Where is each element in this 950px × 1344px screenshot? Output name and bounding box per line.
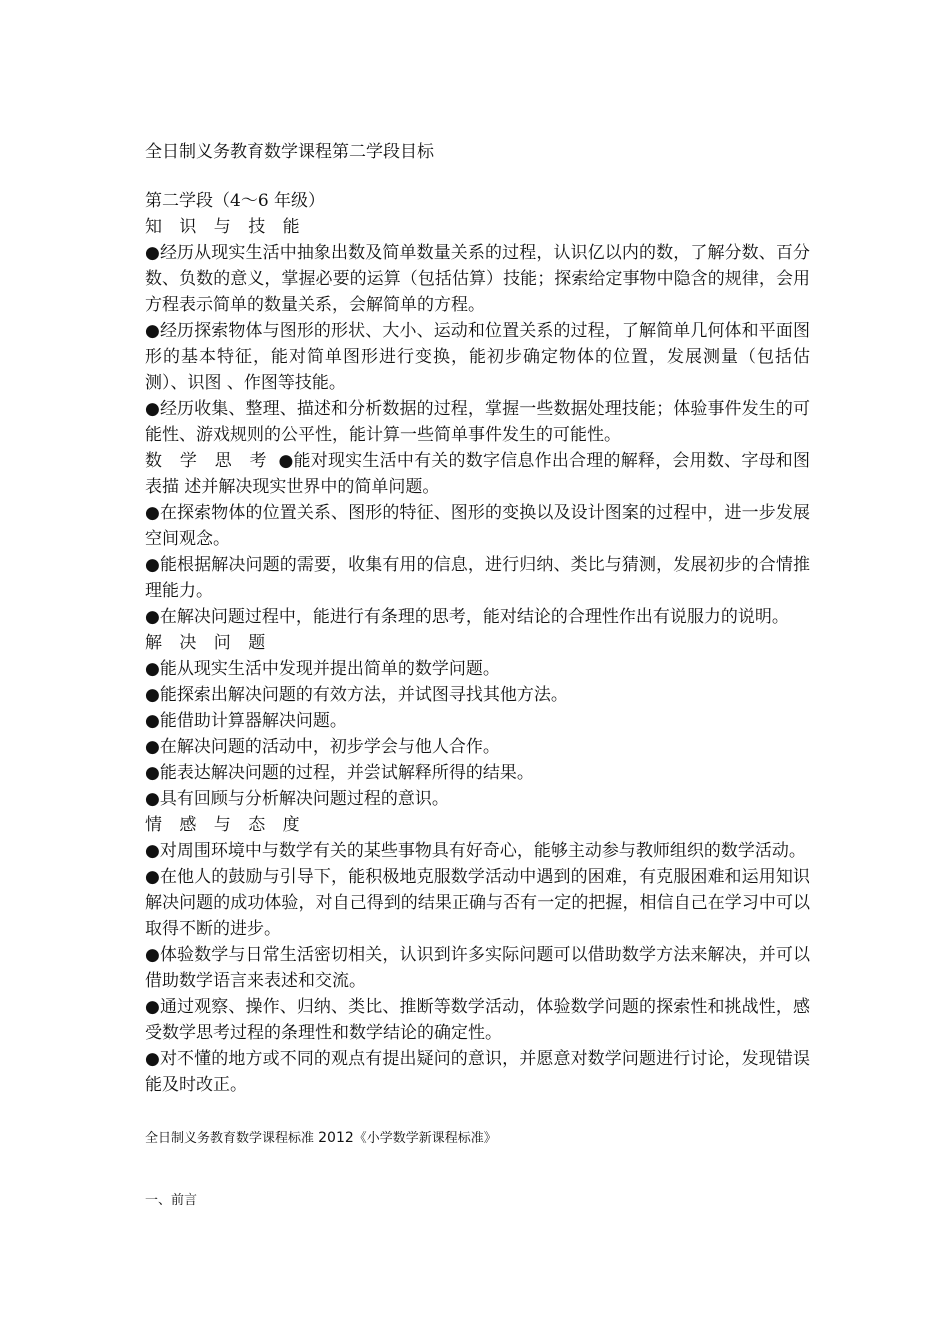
list-item: ●能探索出解决问题的有效方法，并试图寻找其他方法。 (145, 685, 568, 705)
list-item: ●对周围环境中与数学有关的某些事物具有好奇心，能够主动参与教师组织的数学活动。 (145, 841, 806, 861)
section-heading-knowledge: 知 识 与 技 能 (145, 217, 306, 237)
list-item: ●能对现实生活中有关的数字信息作出合理的解释，会用数、字母和图表描 述并解决现实世界中的简单问题。 (145, 451, 811, 497)
list-item: ●在他人的鼓励与引导下，能积极地克服数学活动中遇到的困难，有克服困难和运用知识解决问题的成功体验，对自己得到的结果正确与否有一定的把握，相信自己在学习中可以取得不断的进步。 (145, 867, 810, 939)
list-item: ●能表达解决问题的过程，并尝试解释所得的结果。 (145, 763, 534, 783)
list-item: ●体验数学与日常生活密切相关，认识到许多实际问题可以借助数学方法来解决，并可以借助数学语言来表述和交流。 (145, 945, 810, 991)
standard-title (145, 1128, 810, 1149)
list-item: ●在探索物体的位置关系、图形的特征、图形的变换以及设计图案的过程中，进一步发展空间观念。 (145, 503, 810, 549)
section-heading-preface: 一、前言 (145, 1193, 198, 1208)
section-heading-thinking: 数 学 思 考 (145, 451, 273, 471)
list-item: ●能从现实生活中发现并提出简单的数学问题。 (145, 659, 500, 679)
list-item: ●能根据解决问题的需要，收集有用的信息，进行归纳、类比与猜测，发展初步的合情推理能力。 (145, 555, 810, 601)
list-item: ●在解决问题的活动中，初步学会与他人合作。 (145, 737, 500, 757)
list-item: ●对不懂的地方或不同的观点有提出疑问的意识，并愿意对数学问题进行讨论，发现错误能及时改正。 (145, 1049, 810, 1095)
list-item: ●经历收集、整理、描述和分析数据的过程，掌握一些数据处理技能；体验事件发生的可能性、游戏规则的公平性，能计算一些简单事件发生的可能性。 (145, 399, 810, 445)
list-item: ●能借助计算器解决问题。 (145, 711, 347, 731)
document-title: 全日制义务教育数学课程第二学段目标 (145, 142, 434, 162)
stage-label: 第二学段（4～6 年级） (145, 191, 326, 211)
standard-title-prefix: 全日制义务教育数学课程标准 (145, 1131, 319, 1146)
list-item: ●在解决问题过程中，能进行有条理的思考，能对结论的合理性作出有说服力的说明。 (145, 607, 789, 627)
section-heading-problem-solving: 解 决 问 题 (145, 633, 272, 653)
list-item: ●通过观察、操作、归纳、类比、推断等数学活动，体验数学问题的探索性和挑战性，感受数学思考过程的条理性和数学结论的确定性。 (145, 997, 810, 1043)
standard-title-suffix: 《小学数学新课程标准》 (353, 1131, 497, 1146)
list-item: ●经历探索物体与图形的形状、大小、运动和位置关系的过程，了解简单几何体和平面图形的基本特征，能对简单图形进行变换，能初步确定物体的位置，发展测量（包括估测）、识图 、作图等技能。 (145, 321, 810, 393)
list-item: ●具有回顾与分析解决问题过程的意识。 (145, 789, 449, 809)
section-heading-attitude: 情 感 与 态 度 (145, 815, 306, 835)
list-item: ●经历从现实生活中抽象出数及简单数量关系的过程，认识亿以内的数，了解分数、百分数、负数的意义，掌握必要的运算（包括估算）技能；探索给定事物中隐含的规律，会用方程表示简单的数量关系，会解简单的方程。 (145, 243, 810, 315)
document-page (145, 140, 810, 1211)
thinking-paragraph (145, 448, 810, 500)
standard-year: 2012 (318, 1130, 354, 1146)
